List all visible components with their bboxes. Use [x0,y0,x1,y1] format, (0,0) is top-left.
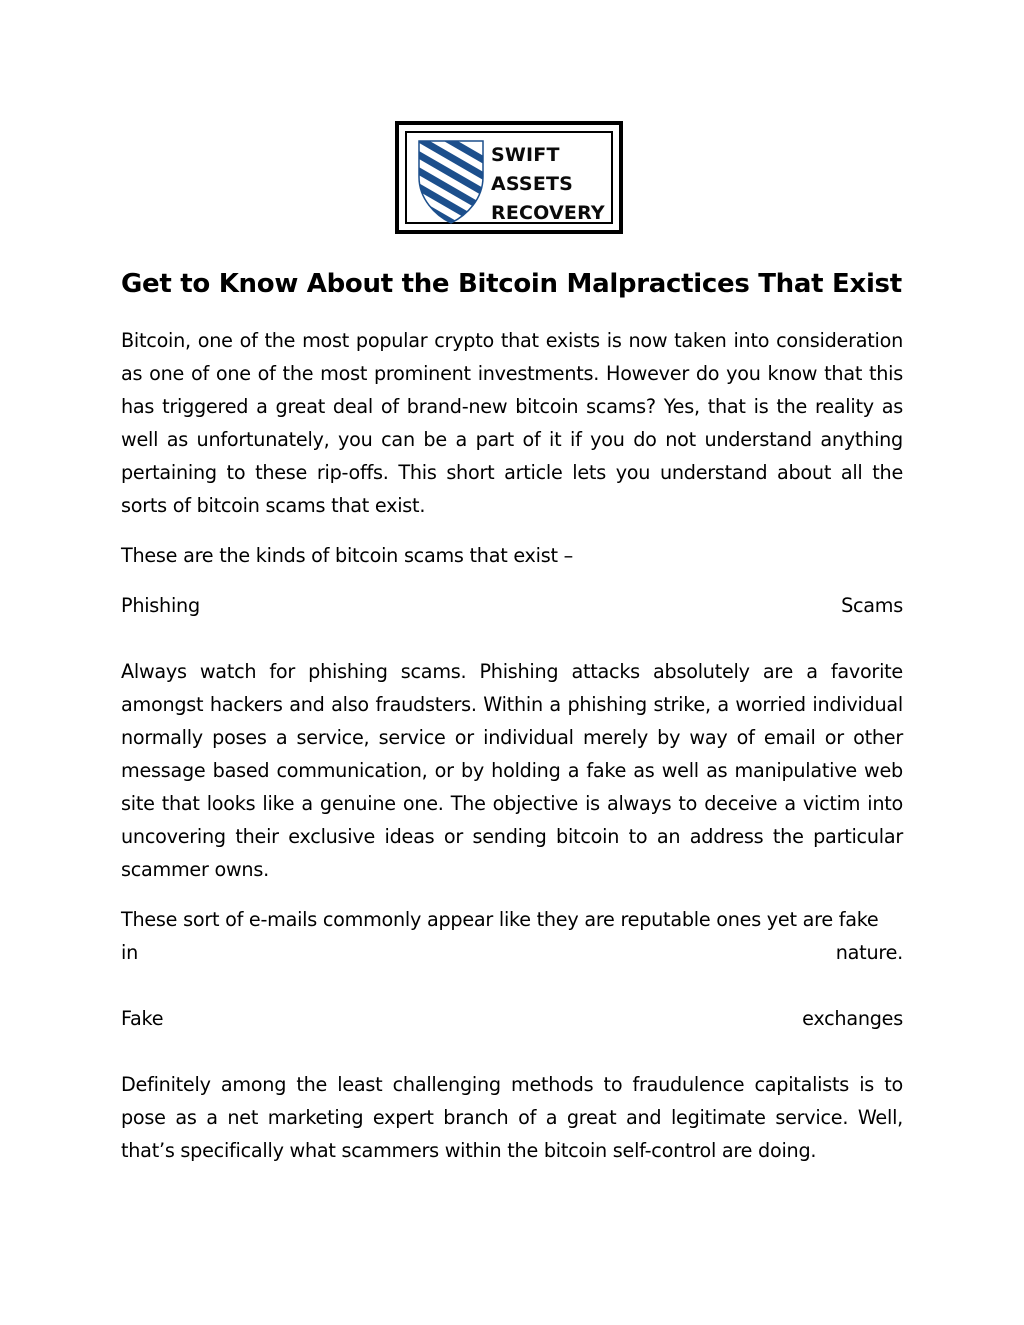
emails-line-2-left: in [121,941,138,964]
fake-exchanges-heading [121,1002,903,1035]
shield-icon [415,137,487,225]
emails-line-2-right: nature. [835,941,903,964]
logo-line-2: ASSETS [491,173,574,195]
emails-paragraph [121,903,903,969]
logo-line-1: SWIFT [491,144,560,166]
fake-exchanges-paragraph: Definitely among the least challenging methods to fraudulence capitalists is to pose as a net marketing expert branch of a great and legitimate service. Well, that’s specifically what scammers within the bitcoin self-control are doing. [121,1073,903,1162]
logo-wordmark [491,141,605,228]
emails-line-1 [121,903,903,936]
logo-inner-frame [405,131,613,224]
article-title: Get to Know About the Bitcoin Malpractices That Exist [121,269,902,299]
fake-heading-right: exchanges [802,1007,903,1030]
phishing-paragraph: Always watch for phishing scams. Phishing attacks absolutely are a favorite amongst hackers and also fraudsters. Within a phishing strike, a worried individual normally poses a service, service or individual merely by way of email or other message based communication, or by holding a fake as well as manipulative web site that looks like a genuine one. The objective is always to deceive a victim into uncovering their exclusive ideas or sending bitcoin to an address the particular scammer owns. [121,660,903,881]
logo-line-3: RECOVERY [491,202,605,224]
fake-heading-left: Fake [121,1007,164,1030]
article-body [121,324,903,1184]
emails-line-1-text: These sort of e-mails commonly appear like they are reputable ones yet are fake [121,908,879,931]
intro-paragraph: Bitcoin, one of the most popular crypto that exists is now taken into consideration as one of one of the most prominent investments. However do you know that this has triggered a great deal of brand-new bitcoin scams? Yes, that is the reality as well as unfortunately, you can be a part of it if you do not understand anything pertaining to these rip-offs. This short article lets you understand about all the sorts of bitcoin scams that exist. [121,329,903,517]
emails-line-2 [121,936,903,969]
company-logo [395,121,623,234]
phishing-heading [121,589,903,622]
phishing-heading-right: Scams [841,594,903,617]
kinds-paragraph: These are the kinds of bitcoin scams that exist – [121,544,573,567]
phishing-heading-left: Phishing [121,594,200,617]
